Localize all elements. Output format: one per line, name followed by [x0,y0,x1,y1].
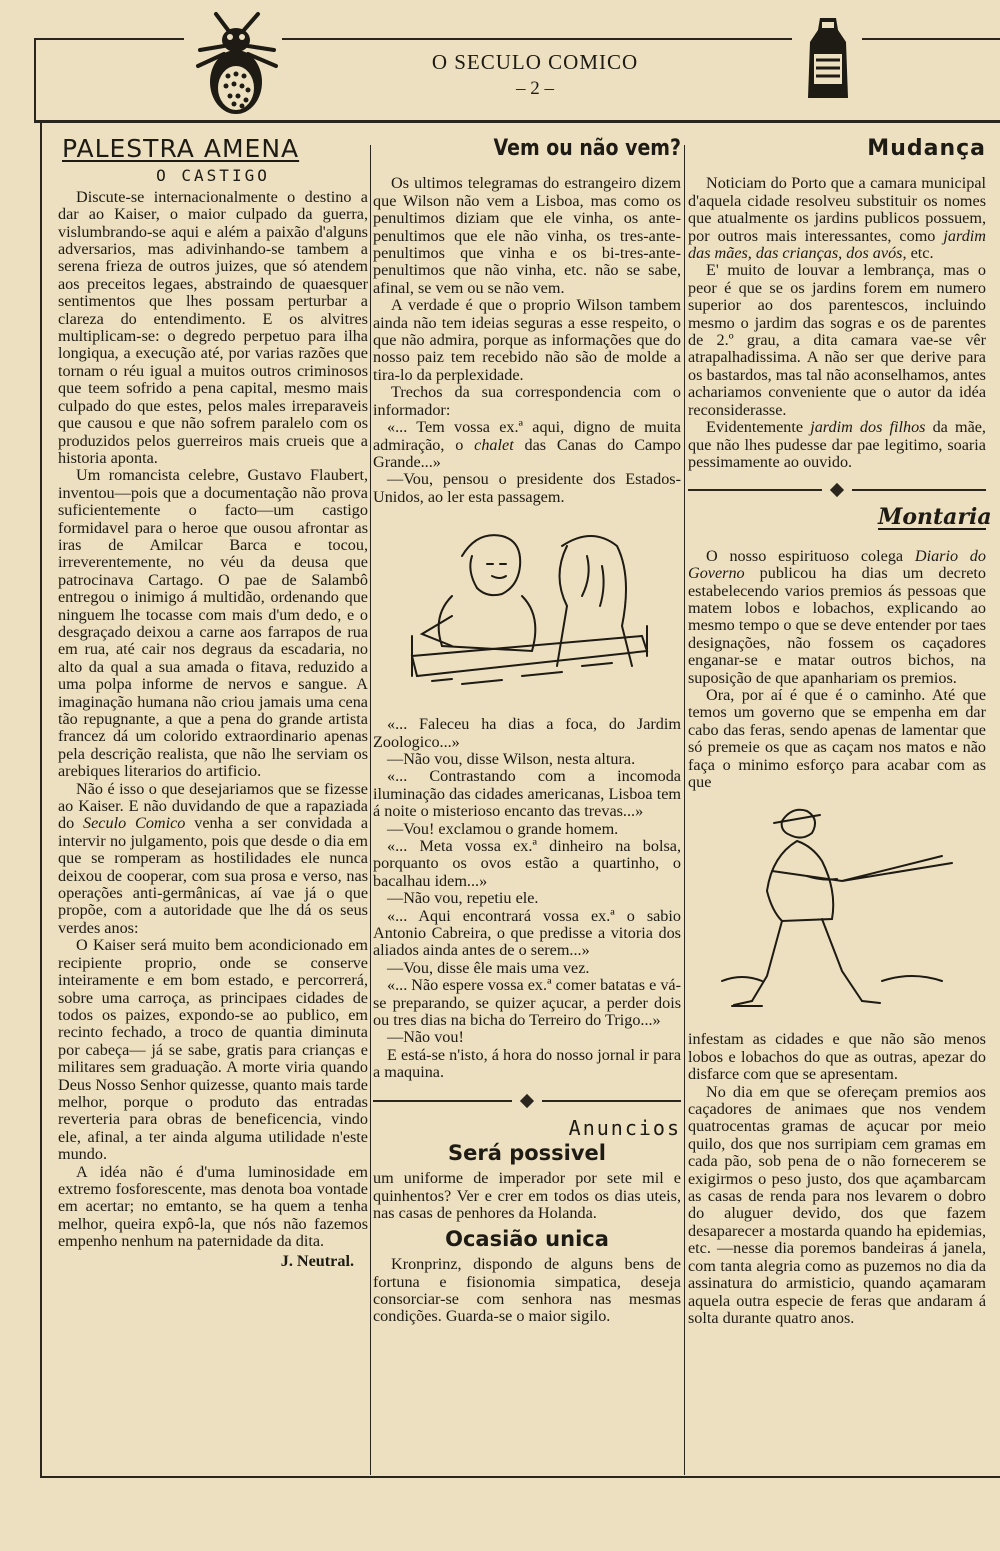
vem-quote: —Não vou, repetiu ele. [387,889,539,908]
mudanca-paragraph: Evidentemente jardim dos filhos da mãe, que não lhes pudesse dar pae legitimo, soaria pessimamente ao ouvido. [688,418,986,471]
montaria-paragraph: infestam as cidades e que não são menos lobos e lobachos do que as outras, apezar do disfarce com que se apresentam. [688,1030,986,1084]
author-signature: J. Neutral. [280,1251,354,1270]
bottle-ornament [798,14,858,104]
insect-ornament [190,10,282,120]
body-left-border [40,123,42,1478]
montaria-paragraph: Ora, por aí é que é o caminho. Até que temos um governo que se empenha em dar cabo das feras, sendo apenas de lamentar que só premeie os que as caçam nos matos e não faça o minimo esforço para acabar com as que [688,685,986,791]
vem-quote: —Não vou! [387,1028,464,1047]
column-divider-1 [370,145,371,1475]
castigo-subheading: O CASTIGO [156,166,270,186]
top-border-right [862,38,1000,40]
vem-heading: Vem ou não vem? [493,136,681,161]
palestra-paragraph: Discute-se internacionalmente o destino a dar ao Kaiser, o maior culpado da guerra, vislumbrando-se aqui e além a paixão d'alguns adversarios, mas adivinhando-se tambem a serena frieza de outros juizes, que só atendem aos preceitos legaes, abstraindo de quaesquer sentimentos que lhes possam perturbar a clareza do entendimento. E os alvitres multiplicam-se: o degredo perpetuo para ilha longiqua, a execução até, por varias razões que tornam o réu igual a muitos outros criminosos que teem sofrido a pena capital, mesmo mais culpado do que estes, pelos males irreparaveis que causou e que não sofrem paralelo com os produzidos pelos guerreiros mais crueis que a historia aponta. [58,187,368,467]
section-divider [688,485,986,495]
column-mudanca [688,136,992,1327]
hunter-illustration [712,801,962,1021]
palestra-paragraph: A idéa não é d'uma luminosidade em extremo fosforescente, mas denota boa vontade em acertar; no emtanto, se ha quem a tenha melhor, queira expô-la, que nós não fazemos empenho nenhum na paternidade da dita. [58,1162,368,1251]
newspaper-name: Diario do Governo [688,546,986,583]
vem-quote: —Vou, disse êle mais uma vez. [387,958,590,977]
vem-paragraph: Trechos da sua correspondencia com o informador: [373,383,681,419]
page-number: – 2 – [516,78,554,99]
mudanca-paragraph: E' muito de louvar a lembrança, mas o peor é que se os jardins forem em numero superior ao dos parentescos, incluindo mesmo o jardim das sogras e os de parentes de 2.º grau, a dita camara vae-se vêr atrapalhadissima. A não ser que derive para os bastardos, mas tal não aconselhamos, antes achariamos conveniente que o autor da idéa reconsiderasse. [688,261,986,419]
newspaper-name: Seculo Comico [83,814,186,833]
ad-title: Ocasião unica [445,1226,609,1251]
vem-quote: —Vou, pensou o presidente dos Estados-Unidos, ao ler esta passagem. [373,470,681,506]
montaria-paragraph: No dia em que se ofereçam premios aos caçadores de animaes que nos vendem quatrocentas gramas de açucar por meio quilo, dos que nos surripiam cem gramas em cada pão, sob pena de o não fornecerem se exigirmos o peso justo, dos que açambarcam as casas de renda para nos levarem o dobro do aluguer devido, dos que fazem desaparecer a mostarda quando ha epidemias, etc. —nesse dia poremos bandeiras á janela, com tanta alegria como as puzemos no dia da assinatura do armisticio, quando açamaram aquela outra especie de feras que andaram á solta durante quatro anos. [688,1082,986,1327]
vem-quote: —Vou! exclamou o grande homem. [387,819,619,838]
vem-quote: «... Faleceu ha dias a foca, do Jardim Zoologico...» [373,715,681,751]
vem-quote: «... Não espere vossa ex.ª comer batatas e vá-se preparando, se quizer açucar, a perder dois ou tres dias na bicha do Terreiro do Trigo...» [373,976,681,1030]
left-border [34,38,36,122]
montaria-paragraph: O nosso espirituoso colega Diario do Governo publicou ha dias um decreto estabelecendo varios premios ás pessoas que matem lobos e lobachos, explicando ao mesmo tempo o que se deve entender por taes designações, não fossem os caçadores enganar-se e matar outros bichos, na suposição de que apanhariam os premios. [688,546,986,687]
mudanca-paragraph: Noticiam do Porto que a camara municipal d'aquela cidade resolveu substituir os nomes que atualmente os jardins publicos possuem, por outros mais interessantes, como jardim das mães, das crianças, dos avós, etc. [688,174,986,263]
palestra-paragraph: O Kaiser será muito bem acondicionado em recipiente proprio, onde se conserve inteiramente e em bom estado, e percorrerá, sobre uma carroça, as principaes cidades de todos os paizes, expondo-se ao publico, em recinto fechado, a troco de quantia diminuta por cabeça— já se sabe, gratis para crianças e militares sem graduação. A morte viria quando Deus Nosso Senhor quizesse, quanto mais tarde melhor, porque o produto das entradas reverteria para obras de beneficencia, vindo ele, afinal, a ter ainda alguma utilidade n'este mundo. [58,936,368,1164]
vem-paragraph: A verdade é que o proprio Wilson tambem ainda não tem ideias seguras a esse respeito, o que não admira, porque as informações que do nosso paiz tem recebido não são de molde a tira-lo da perplexidade. [373,296,681,384]
vem-quote: «... Meta vossa ex.ª dinheiro na bolsa, porquanto os ovos estão a quartinho, o bacalhau idem...» [373,836,681,890]
section-divider [373,1096,681,1106]
ad-text: um uniforme de imperador por sete mil e quinhentos? Ver e crer em todos os dias uteis, nas casas de penhores da Holanda. [373,1169,681,1223]
ad-title: Será possivel [448,1141,606,1166]
masthead-title: O SECULO COMICO [431,50,639,74]
vem-paragraph: Os ultimos telegramas do estrangeiro dizem que Wilson não vem a Lisboa, mas como os penultimos diziam que ele vinha, os ante-penultimos que ele não vinha, os tres-ante-penultimos que vinha e os bi-tres-ante-penultimos que não vinha, etc. não se sabe, afinal, se vem ou se não vem. [373,174,681,297]
wilson-desk-illustration [392,516,662,706]
vem-quote: «... Aqui encontrará vossa ex.ª o sabio Antonio Cabreira, o que predisse a vitoria dos aliados ainda antes de o serem...» [373,906,681,960]
column-palestra [58,134,369,1270]
vem-quote: «... Contrastando com a incomoda iluminação das cidades americanas, Lisboa tem á noite o misterioso encanto das trevas...» [373,767,681,821]
palestra-heading: PALESTRA AMENA [62,134,300,163]
header-rule [34,120,1000,123]
palestra-paragraph: Um romancista celebre, Gustavo Flaubert, inventou—pois que a documentação não prova suficientemente o facto—um castigo formidavel para o heroe que ousou afrontar as iras de Amilcar Barca e tocou, irreverentemente, no véu da deusa que patrocinava Cartago. O pae de Salambô entregou o inimigo á multidão, ordenando que ninguem lhe tocasse com mais d'um dedo, e o desgraçado deixou a carne aos farrapos de rua em rua, até cair nos degraus da escadaria, no alto da qual a sua amada o fitava, reduzido a uma polpa informe de nervos e sangue. A imaginação humana não criou jamais uma cena tão repugnante, a que a pena do grande artista francez dá um colorido extraordinario apenas pela descrição realista, que não lhe serviam os arebiques literarios do artificio. [58,466,368,781]
anuncios-heading: Anuncios [568,1115,681,1140]
ad-text: Kronprinz, dispondo de alguns bens de fortuna e fisionomia simpatica, deseja consorciar-se com senhora nas mesmas condições. Guarda-se o maior sigilo. [373,1255,681,1326]
top-border-left [34,38,184,40]
montaria-heading: Montaria [878,504,992,531]
vem-quote: E está-se n'isto, á hora do nosso jornal ir para a maquina. [373,1045,681,1082]
palestra-paragraph: Não é isso o que desejariamos que se fizesse ao Kaiser. E não duvidando de que a rapaziada do Seculo Comico venha a ser convidada a intervir no julgamento, pois que desde o dia em que se romperam as hostilidades ele nunca deixou de cooperar, com sua prosa e verso, nas operações anti-germânicas, aí vae já o que propõe, com a autoridade que lhe dá os seus verdes anos: [58,779,369,937]
column-divider-2 [684,145,685,1475]
mudanca-heading: Mudança [867,136,986,161]
vem-quote: «... Tem vossa ex.ª aqui, digno de muita admiração, o chalet das Canas do Campo Grande...» [373,418,682,471]
top-border-mid [282,38,792,40]
column-vem [373,136,682,1326]
bottom-rule [40,1476,1000,1478]
vem-quote: —Não vou, disse Wilson, nesta altura. [387,749,636,768]
